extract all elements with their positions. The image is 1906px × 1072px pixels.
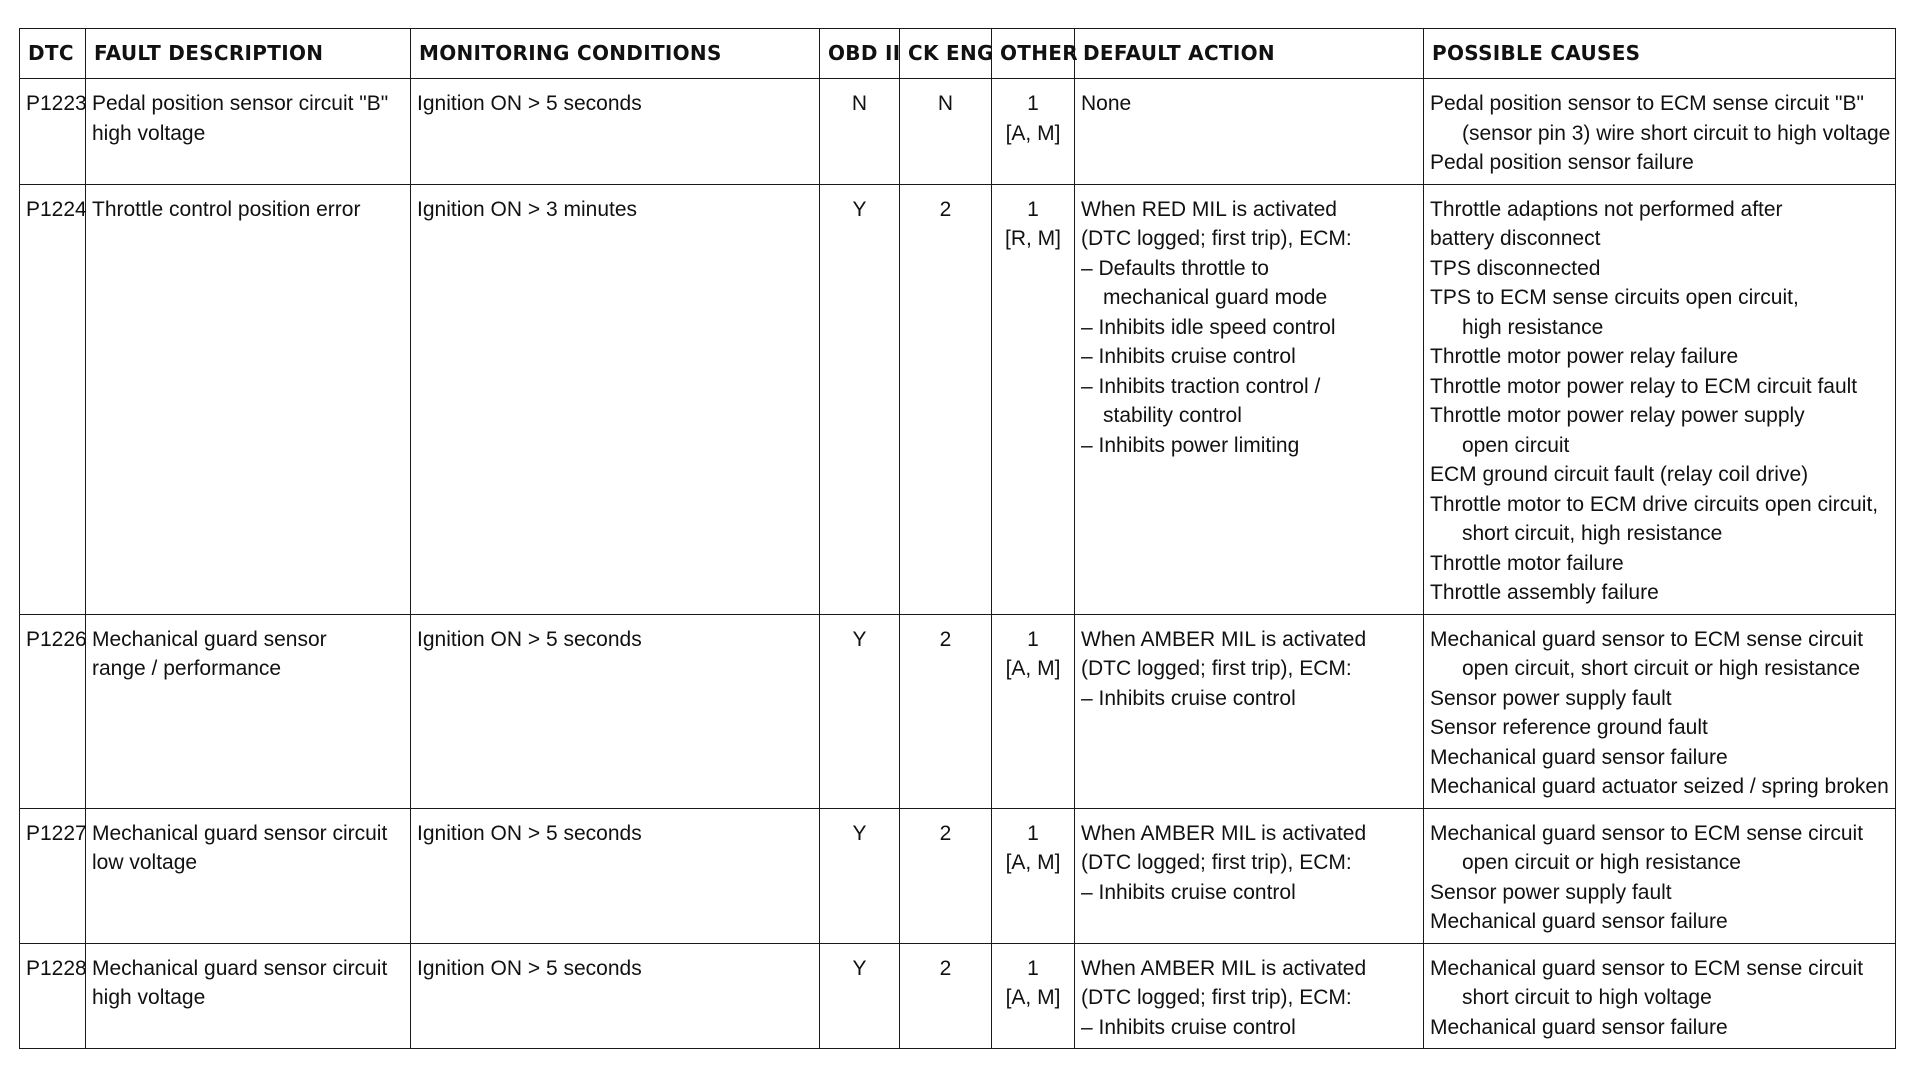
- action-line: None: [1081, 92, 1132, 115]
- fault-line: low voltage: [92, 851, 198, 874]
- cause-line: Mechanical guard sensor to ECM sense circuit: [1430, 956, 1864, 980]
- action-line: When AMBER MIL is activated: [1081, 627, 1367, 651]
- fault-line: Mechanical guard sensor circuit: [92, 956, 388, 980]
- other-mode: [A, M]: [1005, 986, 1061, 1009]
- action-bullet: – Inhibits cruise control: [1081, 686, 1296, 710]
- cause-line: Mechanical guard sensor failure: [1430, 1015, 1728, 1039]
- action-line: (DTC logged; first trip), ECM:: [1081, 986, 1352, 1009]
- action-bullet: – Inhibits cruise control: [1081, 880, 1296, 904]
- possible-causes: [1424, 614, 1896, 808]
- possible-causes: [1424, 79, 1896, 185]
- other-value: [992, 808, 1075, 943]
- cause-line: Sensor power supply fault: [1430, 686, 1672, 710]
- action-bullet: – Inhibits cruise control: [1081, 1015, 1296, 1039]
- default-action: [1075, 614, 1424, 808]
- action-bullet-cont: stability control: [1103, 404, 1242, 427]
- cause-line: TPS to ECM sense circuits open circuit,: [1430, 286, 1799, 309]
- default-action: [1075, 79, 1424, 185]
- ck-eng-flag: 2: [900, 184, 992, 614]
- fault-line: high voltage: [92, 121, 206, 145]
- fault-line: Mechanical guard sensor: [92, 627, 327, 651]
- cause-line: open circuit or high resistance: [1462, 851, 1741, 874]
- obd-ii-flag: Y: [820, 614, 900, 808]
- ck-eng-flag: 2: [900, 808, 992, 943]
- cause-line: Pedal position sensor to ECM sense circuit "B": [1430, 92, 1864, 115]
- cause-line: open circuit, short circuit or high resistance: [1462, 657, 1861, 680]
- header-row: [20, 29, 1896, 79]
- cause-line: Sensor power supply fault: [1430, 880, 1672, 904]
- cause-line: Throttle motor to ECM drive circuits open circuit,: [1430, 492, 1879, 516]
- other-value: [992, 614, 1075, 808]
- cause-line: Mechanical guard sensor to ECM sense circuit: [1430, 627, 1864, 651]
- table-row: [20, 79, 1896, 185]
- obd-ii-flag: Y: [820, 808, 900, 943]
- cause-line: Throttle motor failure: [1430, 551, 1624, 575]
- dtc-code: P1228: [20, 943, 86, 1049]
- other-code: 1: [1027, 92, 1039, 115]
- cause-line: battery disconnect: [1430, 227, 1601, 250]
- default-action: [1075, 808, 1424, 943]
- obd-ii-flag: Y: [820, 943, 900, 1049]
- dtc-code: P1226: [20, 614, 86, 808]
- cause-line: Throttle motor power relay power supply: [1430, 404, 1805, 427]
- header-monitoring-conditions: MONITORING CONDITIONS: [411, 29, 820, 79]
- dtc-code: P1223: [20, 79, 86, 185]
- other-code: 1: [1027, 956, 1039, 980]
- fault-line: Mechanical guard sensor circuit: [92, 821, 388, 845]
- cause-line: Mechanical guard sensor to ECM sense circuit: [1430, 821, 1864, 845]
- ck-eng-flag: N: [900, 79, 992, 185]
- cause-line: ECM ground circuit fault (relay coil drive): [1430, 463, 1809, 486]
- fault-description: [86, 943, 411, 1049]
- other-mode: [A, M]: [1005, 657, 1061, 680]
- cause-line: Throttle motor power relay to ECM circuit fault: [1430, 374, 1858, 398]
- other-code: 1: [1027, 197, 1039, 221]
- action-bullet-cont: mechanical guard mode: [1103, 286, 1328, 309]
- action-line: When RED MIL is activated: [1081, 197, 1337, 221]
- action-line: (DTC logged; first trip), ECM:: [1081, 851, 1352, 874]
- dtc-code: P1227: [20, 808, 86, 943]
- other-value: [992, 943, 1075, 1049]
- monitoring-condition: Ignition ON > 3 minutes: [411, 184, 820, 614]
- cause-line: short circuit, high resistance: [1462, 522, 1723, 545]
- cause-line: TPS disconnected: [1430, 256, 1601, 280]
- table-row: [20, 614, 1896, 808]
- default-action: [1075, 943, 1424, 1049]
- ck-eng-flag: 2: [900, 943, 992, 1049]
- monitoring-condition: Ignition ON > 5 seconds: [411, 808, 820, 943]
- dtc-code: P1224: [20, 184, 86, 614]
- action-line: When AMBER MIL is activated: [1081, 956, 1367, 980]
- fault-line: Throttle control position error: [92, 197, 361, 221]
- header-other: OTHER: [992, 29, 1075, 79]
- table-row: [20, 943, 1896, 1049]
- monitoring-condition: Ignition ON > 5 seconds: [411, 943, 820, 1049]
- header-possible-causes: POSSIBLE CAUSES: [1424, 29, 1896, 79]
- action-line: When AMBER MIL is activated: [1081, 821, 1367, 845]
- fault-line: range / performance: [92, 657, 282, 680]
- action-line: (DTC logged; first trip), ECM:: [1081, 657, 1352, 680]
- cause-line: short circuit to high voltage: [1462, 986, 1712, 1009]
- other-code: 1: [1027, 627, 1039, 651]
- table-row: [20, 808, 1896, 943]
- monitoring-condition: Ignition ON > 5 seconds: [411, 614, 820, 808]
- action-bullet: – Inhibits idle speed control: [1081, 315, 1336, 339]
- possible-causes: [1424, 184, 1896, 614]
- cause-line: Sensor reference ground fault: [1430, 716, 1708, 739]
- action-bullet: – Defaults throttle to: [1081, 256, 1269, 280]
- ck-eng-flag: 2: [900, 614, 992, 808]
- cause-line: Throttle assembly failure: [1430, 581, 1659, 604]
- other-value: [992, 184, 1075, 614]
- header-fault-description: FAULT DESCRIPTION: [86, 29, 411, 79]
- cause-line: Mechanical guard sensor failure: [1430, 910, 1728, 933]
- table-row: [20, 184, 1896, 614]
- other-value: [992, 79, 1075, 185]
- other-mode: [A, M]: [1005, 121, 1061, 145]
- cause-line: open circuit: [1462, 433, 1570, 457]
- other-mode: [A, M]: [1005, 851, 1061, 874]
- monitoring-condition: Ignition ON > 5 seconds: [411, 79, 820, 185]
- cause-line: Throttle adaptions not performed after: [1430, 197, 1783, 221]
- cause-line: Pedal position sensor failure: [1430, 151, 1694, 174]
- action-line: (DTC logged; first trip), ECM:: [1081, 227, 1352, 250]
- cause-line: Mechanical guard sensor failure: [1430, 745, 1728, 769]
- cause-line: (sensor pin 3) wire short circuit to high voltage: [1462, 121, 1891, 145]
- other-code: 1: [1027, 821, 1039, 845]
- header-ck-eng: CK ENG: [900, 29, 992, 79]
- obd-ii-flag: N: [820, 79, 900, 185]
- fault-description: [86, 808, 411, 943]
- action-bullet: – Inhibits power limiting: [1081, 433, 1300, 457]
- fault-line: high voltage: [92, 986, 206, 1009]
- fault-description: [86, 614, 411, 808]
- action-bullet: – Inhibits traction control /: [1081, 374, 1321, 398]
- cause-line: Throttle motor power relay failure: [1430, 345, 1739, 368]
- fault-description: [86, 79, 411, 185]
- possible-causes: [1424, 808, 1896, 943]
- cause-line: Mechanical guard actuator seized / spring broken: [1430, 775, 1889, 798]
- dtc-table: [19, 28, 1896, 1049]
- cause-line: high resistance: [1462, 315, 1604, 339]
- header-default-action: DEFAULT ACTION: [1075, 29, 1424, 79]
- fault-description: [86, 184, 411, 614]
- fault-line: Pedal position sensor circuit "B": [92, 92, 389, 115]
- header-obd-ii: OBD II: [820, 29, 900, 79]
- possible-causes: [1424, 943, 1896, 1049]
- default-action: [1075, 184, 1424, 614]
- obd-ii-flag: Y: [820, 184, 900, 614]
- action-bullet: – Inhibits cruise control: [1081, 345, 1296, 368]
- other-mode: [R, M]: [1005, 227, 1061, 250]
- header-dtc: DTC: [20, 29, 86, 79]
